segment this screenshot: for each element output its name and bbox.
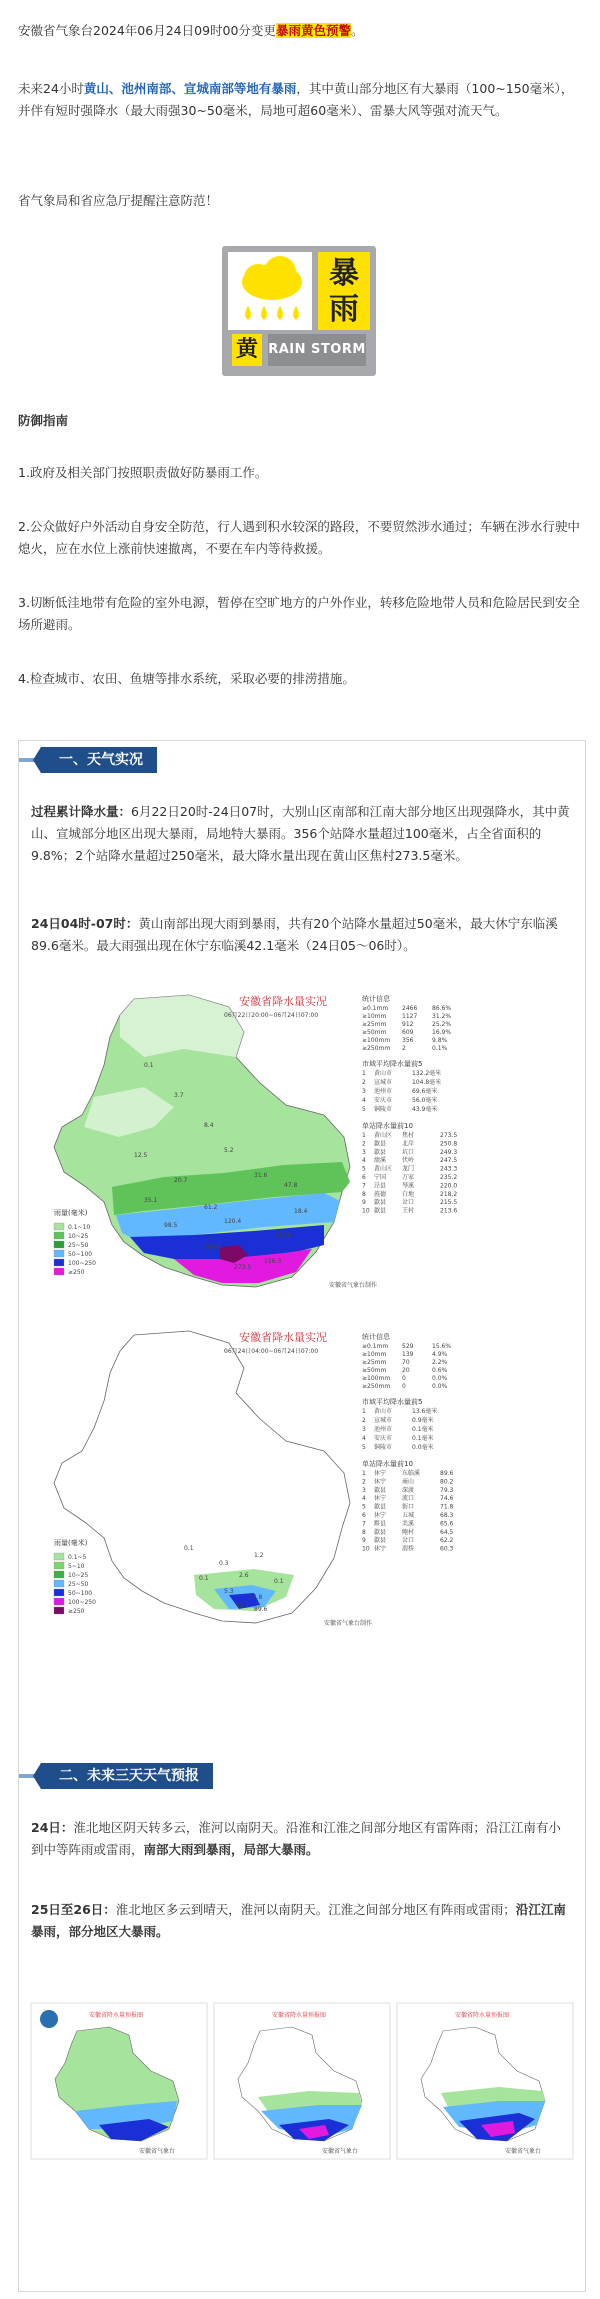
legend-swatch <box>54 1232 64 1239</box>
stats-count: 356 <box>402 1037 414 1044</box>
map2-stats-panel <box>362 1332 454 1553</box>
station-rank: 2 <box>362 1478 366 1486</box>
map2-title: 安徽省降水量实况 <box>239 1331 327 1344</box>
forecast-map-day1 <box>31 2003 207 2159</box>
rain-value-label: 8.4 <box>204 1122 214 1129</box>
station-rank: 8 <box>362 1190 366 1198</box>
station-name: 坑口 <box>402 1148 415 1156</box>
station-name: 岔口 <box>402 1199 415 1207</box>
stats-title: 统计信息 <box>362 1333 390 1341</box>
station-county: 绩溪 <box>374 1157 387 1165</box>
station-name: 五城 <box>402 1512 415 1519</box>
station-name: 王村 <box>402 1207 415 1215</box>
map2-subtitle: 06月24日04:00~06月24日07:00 <box>224 1348 319 1355</box>
legend-swatch <box>54 1607 64 1614</box>
stats-count: 2466 <box>402 1005 418 1012</box>
stats-row: ≥50mm <box>362 1367 387 1374</box>
station-rank: 3 <box>362 1148 366 1156</box>
stats-count: 529 <box>402 1343 414 1350</box>
stats-row: ≥25mm <box>362 1021 387 1028</box>
station-county: 歙县 <box>374 1537 387 1545</box>
map1-legend-title: 雨量(毫米) <box>54 1209 88 1217</box>
stats-row: ≥250mm <box>362 1045 391 1052</box>
forecast-day-highlight: 南部大雨到暴雨，局部大暴雨。 <box>143 1842 319 1857</box>
rain-value-label: 209.5 <box>204 1244 222 1251</box>
rain-value-label: 31.6 <box>254 1172 268 1179</box>
city-rank: 2 <box>362 1417 366 1424</box>
stats-row: ≥10mm <box>362 1351 387 1358</box>
forecast-detail: ，其中黄山部分地区有大暴雨（100~150毫米），并伴有短时强降水（最大雨强30~50毫米，局地可超60毫米）、雷暴大风等强对流天气。 <box>18 81 574 118</box>
stats-percent: 2.2% <box>432 1359 448 1366</box>
city-rank: 5 <box>362 1444 366 1451</box>
rain-value-label: 5.2 <box>224 1147 234 1154</box>
stats-count: 609 <box>402 1029 414 1036</box>
city-value: 13.6毫米 <box>412 1408 438 1415</box>
rain-value-label: 0.1 <box>144 1062 154 1069</box>
forecast-map-title: 安徽省降水量预报图 <box>455 2012 510 2019</box>
cloud-rain-icon <box>228 252 312 330</box>
city-value: 104.8毫米 <box>412 1079 442 1086</box>
rain-value-label: 1.2 <box>254 1552 264 1559</box>
rain-value-label: 35.1 <box>144 1197 158 1204</box>
city-rank: 2 <box>362 1079 366 1086</box>
stats-row: ≥0.1mm <box>362 1343 389 1350</box>
station-county: 歙县 <box>374 1528 387 1536</box>
forecast-map-day2 <box>214 2003 390 2159</box>
station-value: 62.2 <box>440 1537 454 1545</box>
reminder-text: 省气象局和省应急厅提醒注意防范！ <box>18 193 219 208</box>
stats-row: ≥25mm <box>362 1359 387 1366</box>
rain-value-label: 98.5 <box>164 1222 178 1229</box>
city-rank: 1 <box>362 1070 366 1077</box>
section-title-forecast: 二、未来三天天气预报 <box>41 1763 213 1789</box>
city-rank: 3 <box>362 1426 366 1433</box>
station-value: 89.6 <box>440 1470 454 1477</box>
stats-percent: 0.6% <box>432 1367 448 1374</box>
station-value: 218.2 <box>440 1190 458 1198</box>
legend-swatch <box>54 1241 64 1248</box>
legend-label: 100~250 <box>68 1599 96 1606</box>
station-rank: 9 <box>362 1199 366 1207</box>
station-rank: 6 <box>362 1174 366 1181</box>
guide-title: 防御指南 <box>18 413 69 428</box>
station-value: 250.8 <box>440 1140 458 1148</box>
sign-char-huang: 黄 <box>232 334 262 366</box>
station-value: 80.2 <box>440 1478 454 1486</box>
rain-value-label: 20.7 <box>174 1177 188 1184</box>
city-rank: 1 <box>362 1408 366 1415</box>
guide-item: 3.切断低洼地带有危险的室外电源，暂停在空旷地方的户外作业，转移危险地带人员和危险居民到安全场所避雨。 <box>18 595 580 632</box>
stats-row: ≥0.1mm <box>362 1005 389 1012</box>
station-value: 64.5 <box>440 1528 454 1536</box>
forecast-map-footer: 安徽省气象台 <box>505 2148 542 2155</box>
precipitation-map-1 <box>24 987 484 1317</box>
station-value: 215.5 <box>440 1199 458 1207</box>
station-rank: 4 <box>362 1495 366 1503</box>
station-name: 白地 <box>402 1190 415 1198</box>
rain-value-label: 47.8 <box>284 1182 298 1189</box>
city-rank: 4 <box>362 1097 366 1104</box>
city-title: 市域平均降水量前5 <box>362 1060 423 1068</box>
station-county: 黄山区 <box>374 1132 393 1139</box>
station-county: 休宁 <box>374 1545 387 1553</box>
rain-value-label: 143.6 <box>274 1232 292 1239</box>
station-name: 深渡 <box>402 1486 415 1494</box>
city-value: 0.0毫米 <box>412 1444 434 1451</box>
station-title: 单站降水量前10 <box>362 1122 413 1130</box>
stats-percent: 31.2% <box>432 1013 452 1020</box>
sign-char-bao: 暴 <box>329 256 359 291</box>
forecast-maps <box>29 2001 575 2161</box>
stats-row: ≥50mm <box>362 1029 387 1036</box>
station-value: 79.3 <box>440 1486 454 1494</box>
station-county: 歙县 <box>374 1140 387 1148</box>
observation-paragraph-1 <box>31 801 571 867</box>
station-value: 65.6 <box>440 1520 454 1528</box>
station-county: 泾县 <box>374 1182 387 1190</box>
station-name: 伏岭 <box>402 1157 415 1165</box>
forecast-map-footer: 安徽省气象台 <box>322 2148 359 2155</box>
city-name: 池州市 <box>374 1088 393 1095</box>
observation-text: 黄山南部出现大雨到暴雨，共有20个站降水量超过50毫米，最大休宁东临溪89.6毫米。最大雨强出现在休宁东临溪42.1毫米（24日05～06时）。 <box>31 916 558 953</box>
stats-percent: 0.0% <box>432 1375 448 1382</box>
city-value: 0.1毫米 <box>412 1435 434 1442</box>
legend-label: ≥250 <box>68 1269 85 1276</box>
section-title-observations: 一、天气实况 <box>41 747 157 773</box>
city-value: 69.6毫米 <box>412 1088 438 1095</box>
stats-row: ≥250mm <box>362 1383 391 1390</box>
forecast-day-1 <box>31 1817 571 1861</box>
forecast-day-highlight: 沿江江南暴雨，部分地区大暴雨。 <box>31 1902 566 1939</box>
guide-item: 2.公众做好户外活动自身安全防范，行人遇到积水较深的路段，不要贸然涉水通过；车辆在涉水行驶中熄火，应在水位上涨前快速撤离，不要在车内等待救援。 <box>18 519 580 556</box>
forecast-day-2 <box>31 1899 571 1943</box>
stats-count: 0 <box>402 1383 406 1390</box>
legend-label: 5~10 <box>68 1563 85 1570</box>
city-rank: 4 <box>362 1435 366 1442</box>
station-name: 北岸 <box>402 1140 415 1148</box>
station-county: 休宁 <box>374 1478 387 1486</box>
station-county: 歙县 <box>374 1503 387 1511</box>
legend-swatch <box>54 1268 64 1275</box>
rain-value-label: 2.6 <box>239 1572 249 1579</box>
precipitation-map-2 <box>24 1325 484 1645</box>
station-county: 黄山区 <box>374 1165 393 1173</box>
map1-legend <box>54 1223 96 1276</box>
city-value: 43.9毫米 <box>412 1106 438 1113</box>
station-value: 243.3 <box>440 1165 458 1173</box>
city-name: 宣城市 <box>374 1079 393 1086</box>
rain-value-label: 156.3 <box>264 1258 282 1265</box>
forecast-map-title: 安徽省降水量预报图 <box>272 2012 327 2019</box>
station-county: 歙县 <box>374 1486 387 1494</box>
station-name: 焦村 <box>402 1132 415 1139</box>
sign-english-label: RAIN STORM <box>268 334 366 366</box>
rain-value-label: 42.1 <box>236 1602 250 1609</box>
stats-percent: 86.6% <box>432 1005 452 1012</box>
guide-item: 1.政府及相关部门按照职责做好防暴雨工作。 <box>18 465 268 480</box>
rain-value-label: 0.1 <box>199 1575 209 1582</box>
map1-footer: 安徽省气象台制作 <box>329 1282 378 1289</box>
city-value: 0.9毫米 <box>412 1417 434 1424</box>
station-rank: 10 <box>362 1207 370 1215</box>
station-rank: 6 <box>362 1512 366 1519</box>
stats-row: ≥100mm <box>362 1375 391 1382</box>
station-name: 街口 <box>402 1503 415 1511</box>
forecast-map-title: 安徽省降水量预报图 <box>89 2012 144 2019</box>
station-title: 单站降水量前10 <box>362 1460 413 1468</box>
map1-subtitle: 06月22日20:00~06月24日07:00 <box>224 1012 319 1019</box>
city-name: 宣城市 <box>374 1417 393 1424</box>
legend-swatch <box>54 1562 64 1569</box>
stats-percent: 0.1% <box>432 1045 448 1052</box>
stats-count: 912 <box>402 1021 414 1028</box>
station-value: 247.5 <box>440 1157 458 1165</box>
city-value: 0.1毫米 <box>412 1426 434 1433</box>
forecast-day-label: 25日至26日： <box>31 1902 116 1917</box>
legend-swatch <box>54 1250 64 1257</box>
legend-swatch <box>54 1553 64 1560</box>
station-rank: 9 <box>362 1537 366 1545</box>
stats-count: 0 <box>402 1375 406 1382</box>
station-value: 273.5 <box>440 1132 458 1139</box>
city-name: 黄山市 <box>374 1070 393 1077</box>
station-county: 黟县 <box>374 1520 387 1528</box>
station-name: 东临溪 <box>402 1470 421 1477</box>
city-name: 黄山市 <box>374 1408 393 1415</box>
legend-swatch <box>54 1589 64 1596</box>
forecast-map-footer: 安徽省气象台 <box>139 2148 176 2155</box>
warning-level: 暴雨黄色预警 <box>275 23 351 38</box>
stats-row: ≥100mm <box>362 1037 391 1044</box>
forecast-regions: 黄山、池州南部、宣城南部等地有暴雨 <box>83 81 297 96</box>
weather-report-panel <box>18 740 586 2292</box>
station-county: 休宁 <box>374 1495 387 1503</box>
legend-swatch <box>54 1598 64 1605</box>
rain-value-label: 61.2 <box>204 1204 218 1211</box>
station-name: 鲍村 <box>402 1528 415 1536</box>
observation-text: 6月22日20时-24日07时，大别山区南部和江南大部分地区出现强降水，其中黄山、宣城部分地区出现大暴雨，局地特大暴雨。356个站降水量超过100毫米，占全省面积的9.8%；2个站降水量超过250毫米，最大降水量出现在黄山区焦村273.5毫米。 <box>31 804 570 863</box>
map2-footer: 安徽省气象台制作 <box>324 1620 373 1627</box>
station-rank: 4 <box>362 1157 366 1165</box>
city-name: 安庆市 <box>374 1435 393 1442</box>
station-rank: 2 <box>362 1140 366 1148</box>
city-name: 铜陵市 <box>374 1444 393 1451</box>
station-county: 宁国 <box>374 1174 387 1181</box>
station-name: 流口 <box>402 1495 415 1503</box>
rain-value-label: 0.1 <box>184 1545 194 1552</box>
rainstorm-yellow-warning-sign <box>222 246 376 376</box>
stats-title: 统计信息 <box>362 995 390 1003</box>
rain-value-label: 18.4 <box>294 1208 308 1215</box>
intro-suffix: 。 <box>350 23 364 38</box>
forecast-day-label: 24日： <box>31 1820 74 1835</box>
rain-value-label: 0.1 <box>274 1578 284 1585</box>
legend-label: 50~100 <box>68 1251 93 1258</box>
intro-paragraph <box>18 20 584 42</box>
legend-swatch <box>54 1580 64 1587</box>
stats-percent: 25.2% <box>432 1021 452 1028</box>
legend-label: 25~50 <box>68 1242 89 1249</box>
station-name: 美溪 <box>402 1520 415 1528</box>
station-name: 商山 <box>402 1478 415 1486</box>
station-county: 旌德 <box>374 1190 387 1198</box>
station-rank: 1 <box>362 1132 366 1139</box>
stats-percent: 16.9% <box>432 1029 452 1036</box>
rain-value-label: 0.3 <box>219 1560 229 1567</box>
map2-legend-title: 雨量(毫米) <box>54 1539 88 1547</box>
stats-count: 1127 <box>402 1013 418 1020</box>
legend-swatch <box>54 1223 64 1230</box>
intro-text: 安徽省气象台2024年06月24日09时00分变更 <box>18 23 276 38</box>
legend-label: 50~100 <box>68 1590 93 1597</box>
legend-label: ≥250 <box>68 1608 85 1615</box>
legend-label: 0.1~10 <box>68 1224 91 1231</box>
city-value: 56.0毫米 <box>412 1097 438 1104</box>
station-county: 歙县 <box>374 1199 387 1207</box>
forecast-lead: 未来24小时 <box>18 81 84 96</box>
station-rank: 5 <box>362 1503 366 1511</box>
rain-value-label: 12.5 <box>134 1152 148 1159</box>
rain-value-label: 120.4 <box>224 1218 242 1225</box>
legend-label: 10~25 <box>68 1233 89 1240</box>
stats-count: 2 <box>402 1045 406 1052</box>
station-value: 68.3 <box>440 1512 454 1519</box>
city-rank: 3 <box>362 1088 366 1095</box>
legend-label: 100~250 <box>68 1260 96 1267</box>
station-name: 渭桥 <box>402 1545 415 1553</box>
station-value: 213.6 <box>440 1207 458 1215</box>
station-value: 60.3 <box>440 1545 454 1553</box>
forecast-map-day3 <box>397 2003 573 2159</box>
observation-label: 过程累计降水量： <box>31 804 132 819</box>
station-rank: 8 <box>362 1528 366 1536</box>
legend-label: 10~25 <box>68 1572 89 1579</box>
map2-legend <box>54 1553 96 1615</box>
station-name: 万家 <box>402 1174 415 1181</box>
map1-stats-panel <box>362 994 457 1215</box>
station-county: 休宁 <box>374 1512 387 1519</box>
forecast-day-text: 淮北地区多云到晴天，淮河以南阴天。江淮之间部分地区有阵雨或雷雨； <box>115 1902 516 1917</box>
stats-row: ≥10mm <box>362 1013 387 1020</box>
stats-percent: 15.6% <box>432 1343 452 1350</box>
sign-char-yu: 雨 <box>329 292 359 327</box>
rain-value-label: 14.8 <box>249 1594 263 1601</box>
station-rank: 5 <box>362 1165 366 1173</box>
stats-percent: 9.8% <box>432 1037 448 1044</box>
rain-value-label: 89.6 <box>254 1606 268 1613</box>
rain-value-label: 3.7 <box>174 1092 184 1099</box>
stats-count: 20 <box>402 1367 410 1374</box>
station-name: 龙门 <box>402 1165 415 1173</box>
station-rank: 1 <box>362 1470 366 1477</box>
station-rank: 10 <box>362 1545 370 1553</box>
city-rank: 5 <box>362 1106 366 1113</box>
observation-paragraph-2 <box>31 913 571 957</box>
station-county: 歙县 <box>374 1207 387 1215</box>
legend-label: 0.1~5 <box>68 1554 87 1561</box>
station-county: 歙县 <box>374 1148 387 1156</box>
station-rank: 7 <box>362 1520 366 1528</box>
stats-count: 139 <box>402 1351 414 1358</box>
observation-label: 24日04时-07时： <box>31 916 139 931</box>
guide-item: 4.检查城市、农田、鱼塘等排水系统，采取必要的排涝措施。 <box>18 671 355 686</box>
map1-title: 安徽省降水量实况 <box>239 995 327 1008</box>
legend-swatch <box>54 1571 64 1578</box>
station-value: 220.0 <box>440 1182 458 1190</box>
legend-swatch <box>54 1259 64 1266</box>
rain-value-label: 273.5 <box>234 1264 252 1271</box>
rain-value-label: 5.3 <box>224 1588 234 1595</box>
station-name: 岔口 <box>402 1537 415 1545</box>
city-value: 132.2毫米 <box>412 1070 442 1077</box>
station-rank: 3 <box>362 1486 366 1494</box>
stats-percent: 0.0% <box>432 1383 448 1390</box>
forecast-paragraph <box>18 78 584 122</box>
city-name: 安庆市 <box>374 1097 393 1104</box>
city-name: 铜陵市 <box>374 1106 393 1113</box>
station-value: 235.2 <box>440 1174 458 1181</box>
station-county: 休宁 <box>374 1470 387 1477</box>
city-title: 市域平均降水量前5 <box>362 1398 423 1406</box>
station-value: 74.6 <box>440 1495 454 1503</box>
stats-count: 70 <box>402 1359 410 1366</box>
station-value: 71.8 <box>440 1503 454 1511</box>
station-name: 琴溪 <box>402 1182 415 1190</box>
city-name: 池州市 <box>374 1426 393 1433</box>
station-rank: 7 <box>362 1182 366 1190</box>
stats-percent: 4.9% <box>432 1351 448 1358</box>
forecast-day-text: 淮北地区阴天转多云，淮河以南阴天。沿淮和江淮之间部分地区有雷阵雨；沿江江南有小到中等阵雨或雷雨， <box>31 1820 561 1857</box>
legend-label: 25~50 <box>68 1581 89 1588</box>
station-value: 249.3 <box>440 1148 458 1156</box>
